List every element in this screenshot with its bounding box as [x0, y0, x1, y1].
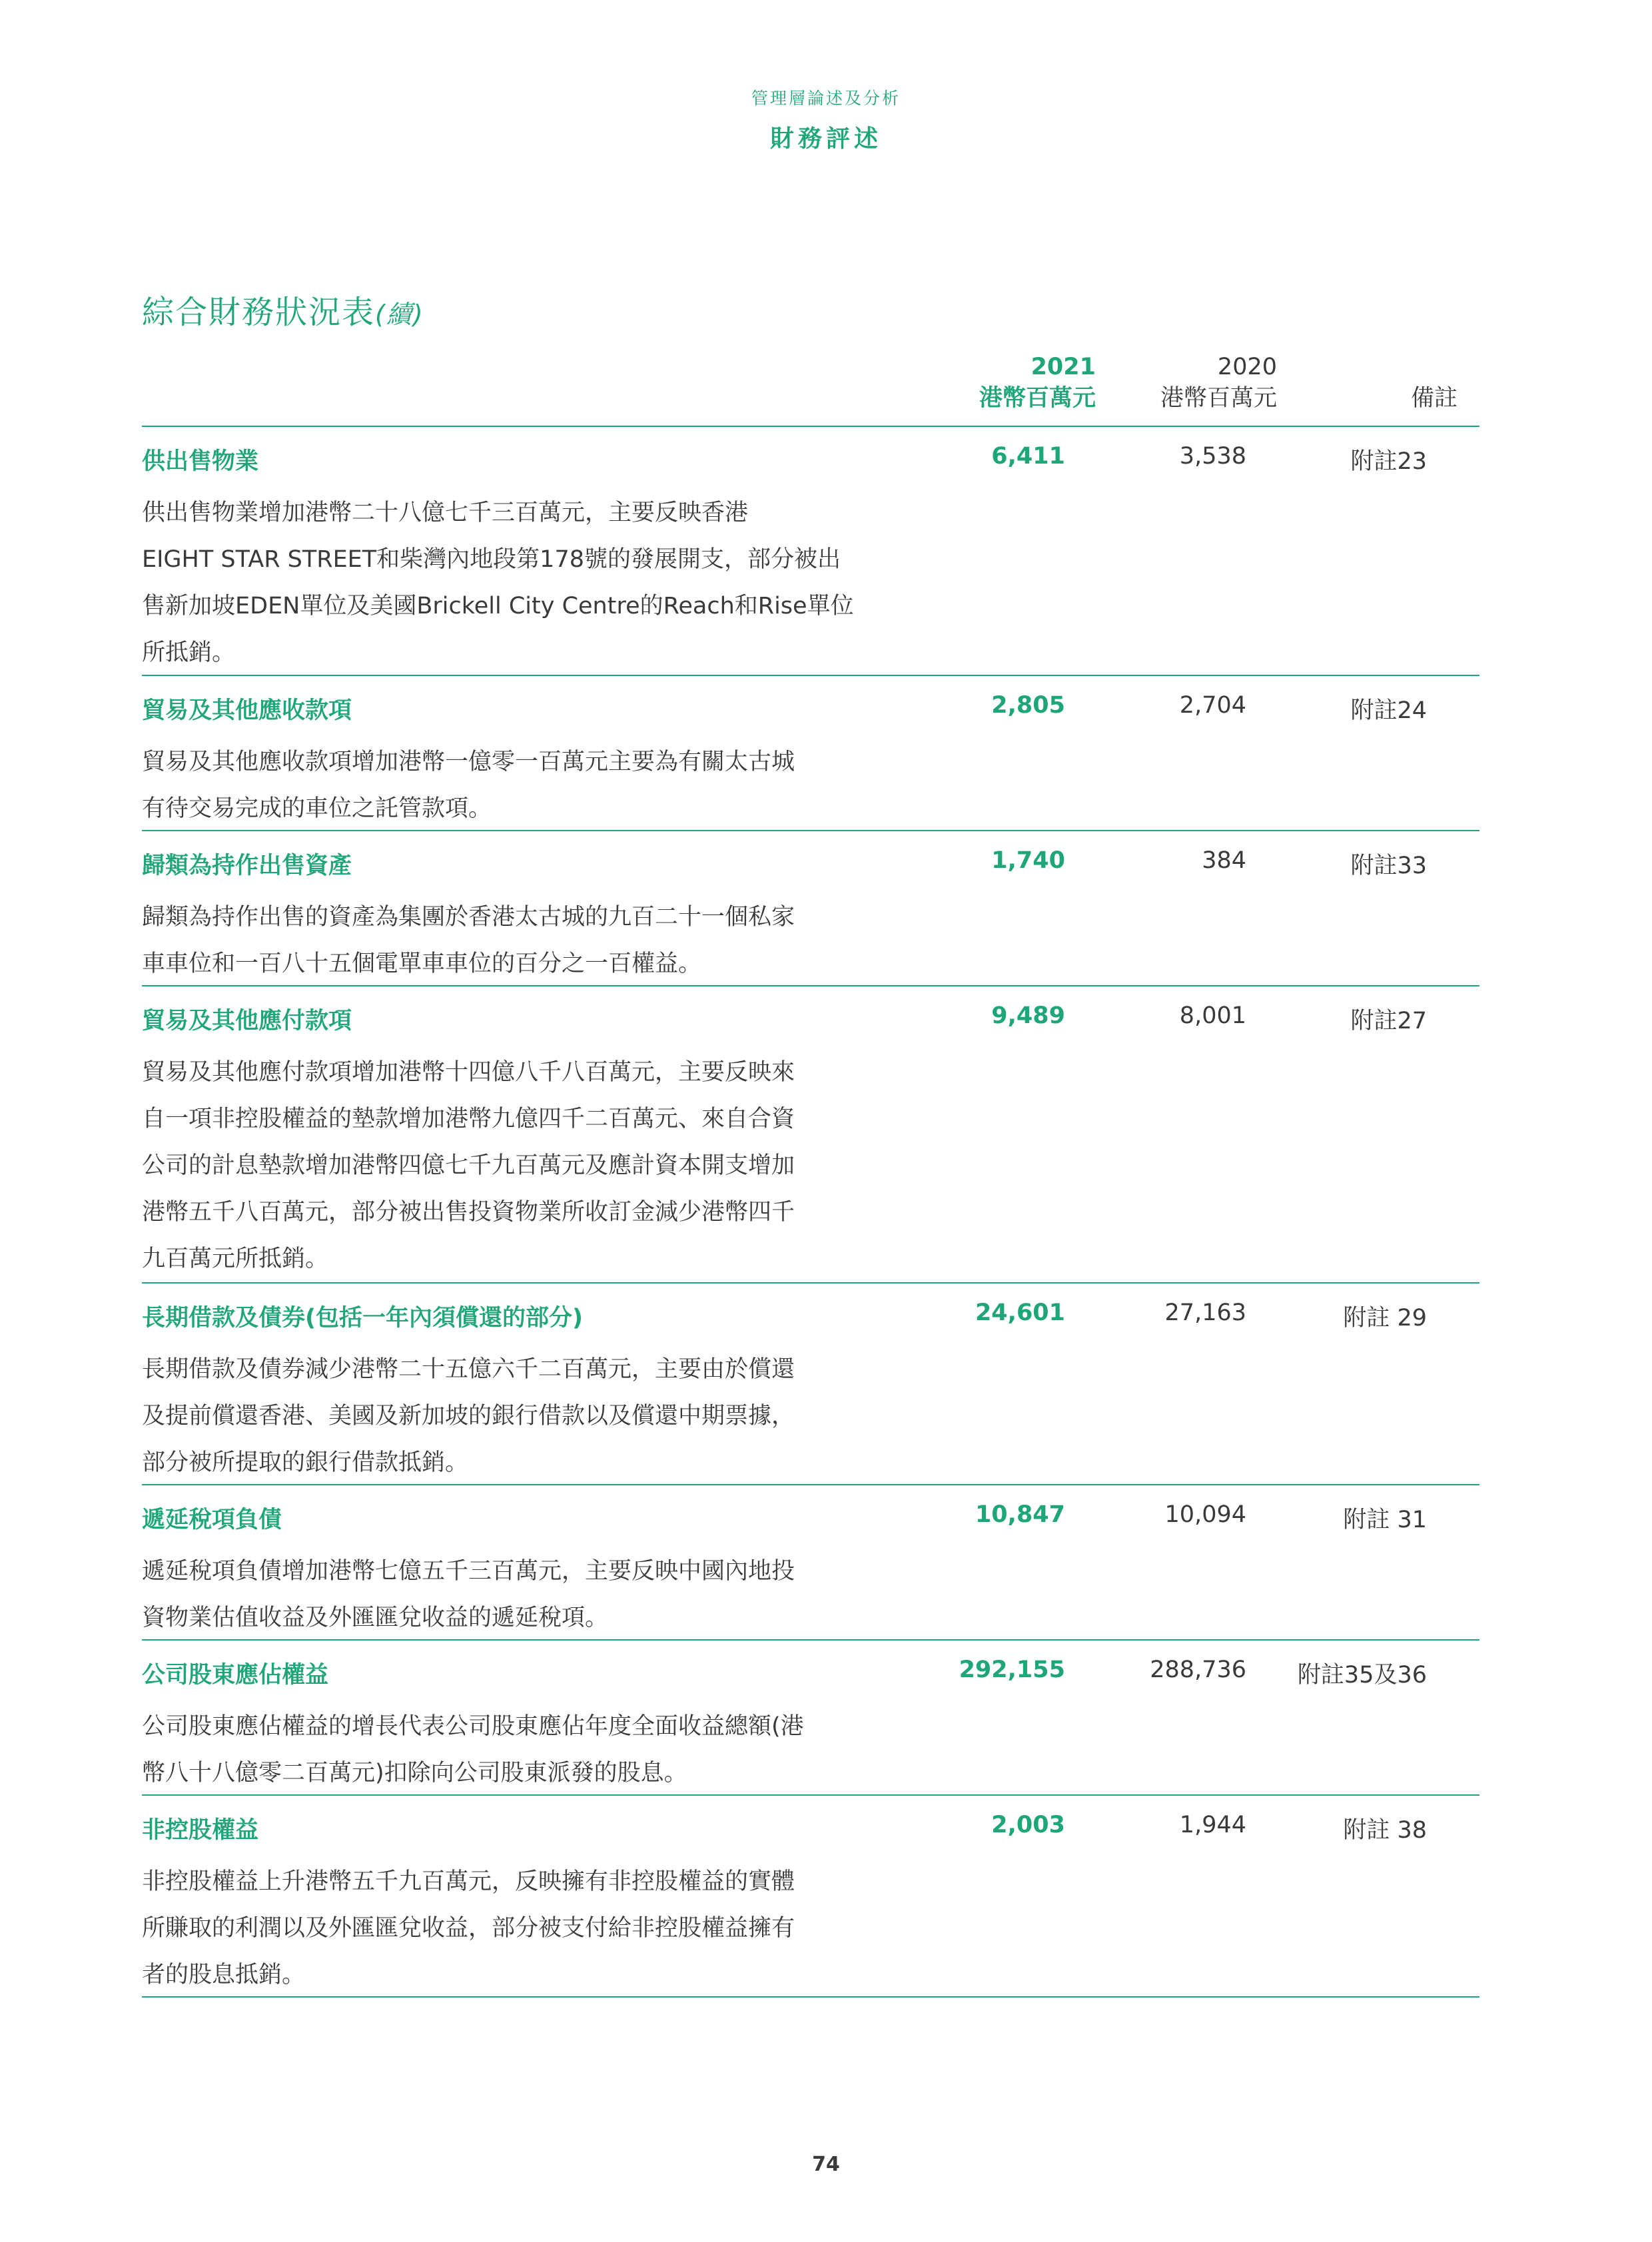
value-2020: 8,001	[1179, 1002, 1246, 1029]
description-line: 售新加坡EDEN單位及美國Brickell City Centre的Reach和Rise單位	[142, 593, 854, 619]
section-header: 管理層論述及分析	[751, 89, 901, 108]
row-label: 貿易及其他應付款項	[142, 1008, 352, 1034]
description-line: 及提前償還香港、美國及新加坡的銀行借款以及償還中期票據，	[142, 1403, 795, 1429]
row-description	[142, 490, 881, 676]
row-label: 長期借款及債券(包括一年內須償還的部分)	[142, 1305, 583, 1331]
description-line: 資物業估值收益及外匯匯兌收益的遞延稅項。	[142, 1605, 609, 1631]
description-line: 九百萬元所抵銷。	[142, 1246, 329, 1272]
value-2021: 2,003	[991, 1812, 1065, 1838]
value-2020: 27,163	[1164, 1300, 1246, 1326]
description-line: 幣八十八億零二百萬元)扣除向公司股東派發的股息。	[142, 1760, 687, 1786]
column-2020-year: 2020	[1217, 354, 1277, 380]
value-2021: 2,805	[991, 692, 1065, 719]
column-note: 備註	[1410, 385, 1457, 412]
row-note: 附註35及36	[1297, 1662, 1427, 1688]
row-note: 附註23	[1350, 448, 1427, 475]
description-line: 公司股東應佔權益的增長代表公司股東應佔年度全面收益總額(港	[142, 1713, 804, 1740]
row-description	[142, 1346, 881, 1486]
row-rule	[142, 1996, 1479, 1998]
row-description	[142, 1049, 881, 1282]
description-line: 非控股權益上升港幣五千九百萬元，反映擁有非控股權益的實體	[142, 1868, 795, 1895]
value-2020: 10,094	[1164, 1501, 1246, 1528]
description-line: 者的股息抵銷。	[142, 1962, 306, 1988]
row-label: 非控股權益	[142, 1817, 259, 1844]
row-rule	[142, 1639, 1479, 1641]
column-2021-unit: 港幣百萬元	[979, 385, 1096, 412]
row-label: 歸類為持作出售資產	[142, 853, 352, 879]
row-label: 公司股東應佔權益	[142, 1662, 329, 1688]
row-label: 供出售物業	[142, 448, 259, 475]
row-rule	[142, 1282, 1479, 1284]
value-2020: 3,538	[1179, 443, 1246, 470]
page-heading	[142, 286, 424, 332]
description-line: 有待交易完成的車位之託管款項。	[142, 795, 492, 822]
row-description	[142, 739, 881, 832]
value-2021: 10,847	[975, 1501, 1065, 1528]
row-note: 附註27	[1350, 1008, 1427, 1034]
section-title: 財務評述	[769, 125, 882, 153]
row-note: 附註24	[1350, 697, 1427, 724]
heading-continued: (續)	[375, 300, 424, 329]
value-2021: 1,740	[991, 847, 1065, 874]
row-rule	[142, 1794, 1479, 1796]
value-2021: 292,155	[959, 1657, 1065, 1683]
row-rule	[142, 675, 1479, 676]
heading-title: 綜合財務狀況表	[142, 294, 376, 331]
value-2021: 9,489	[991, 1002, 1065, 1029]
column-2021	[979, 352, 1096, 414]
row-description	[142, 1858, 881, 1998]
description-line: 所抵銷。	[142, 639, 236, 666]
row-label: 貿易及其他應收款項	[142, 697, 352, 724]
row-note: 附註 31	[1343, 1507, 1427, 1533]
description-line: 供出售物業增加港幣二十八億七千三百萬元，主要反映香港	[142, 500, 749, 526]
value-2021: 24,601	[975, 1300, 1065, 1326]
page-number: 74	[812, 2153, 840, 2176]
description-line: 車車位和一百八十五個電單車車位的百分之一百權益。	[142, 950, 702, 977]
description-line: 歸類為持作出售的資產為集團於香港太古城的九百二十一個私家	[142, 904, 795, 931]
description-line: 公司的計息墊款增加港幣四億七千九百萬元及應計資本開支增加	[142, 1152, 795, 1179]
description-line: 部分被所提取的銀行借款抵銷。	[142, 1449, 469, 1476]
row-description	[142, 894, 881, 987]
description-line: 遞延稅項負債增加港幣七億五千三百萬元，主要反映中國內地投	[142, 1558, 795, 1585]
row-note: 附註33	[1350, 853, 1427, 879]
value-2020: 1,944	[1179, 1812, 1246, 1838]
column-2020-unit: 港幣百萬元	[1160, 385, 1277, 412]
value-2020: 384	[1202, 847, 1246, 874]
row-note: 附註 38	[1343, 1817, 1427, 1844]
description-line: 貿易及其他應付款項增加港幣十四億八千八百萬元，主要反映來	[142, 1059, 795, 1086]
row-label: 遞延稅項負債	[142, 1507, 282, 1533]
column-2020	[1160, 352, 1277, 414]
value-2021: 6,411	[991, 443, 1065, 470]
row-description	[142, 1548, 881, 1641]
description-line: 貿易及其他應收款項增加港幣一億零一百萬元主要為有關太古城	[142, 749, 795, 775]
description-line: 長期借款及債券減少港幣二十五億六千二百萬元，主要由於償還	[142, 1356, 795, 1383]
header-rule	[142, 426, 1479, 427]
row-description	[142, 1703, 881, 1796]
column-2021-year: 2021	[1031, 354, 1096, 380]
row-rule	[142, 985, 1479, 986]
description-line: 自一項非控股權益的墊款增加港幣九億四千二百萬元、來自合資	[142, 1106, 795, 1132]
row-note: 附註 29	[1343, 1305, 1427, 1331]
description-line: 港幣五千八百萬元，部分被出售投資物業所收訂金減少港幣四千	[142, 1199, 795, 1226]
value-2020: 2,704	[1179, 692, 1246, 719]
description-line: 所賺取的利潤以及外匯匯兌收益，部分被支付給非控股權益擁有	[142, 1915, 795, 1942]
description-line: EIGHT STAR STREET和柴灣內地段第178號的發展開支，部分被出	[142, 546, 841, 573]
value-2020: 288,736	[1150, 1657, 1246, 1683]
row-rule	[142, 830, 1479, 831]
row-rule	[142, 1484, 1479, 1485]
